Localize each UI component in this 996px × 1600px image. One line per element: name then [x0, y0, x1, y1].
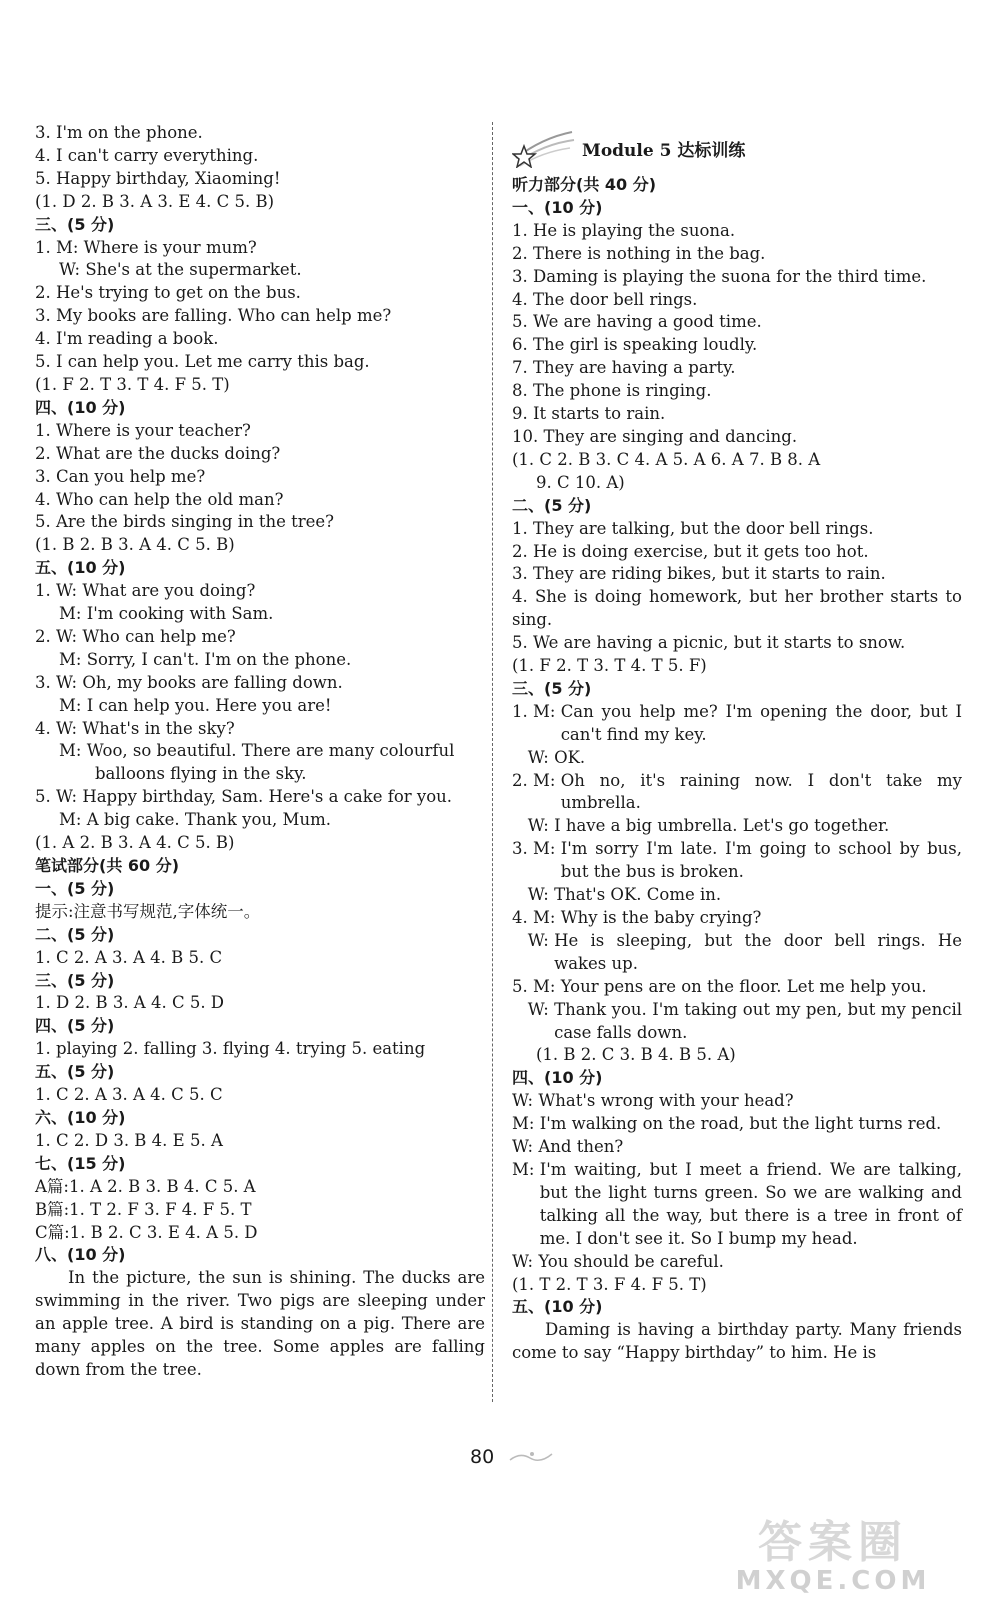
- watermark-chars: 答案圈: [758, 1517, 908, 1568]
- section-heading: 二、(5 分): [35, 924, 115, 944]
- answer-line: 6. The girl is speaking loudly.: [512, 335, 758, 355]
- answer-line: 3. W: Oh, my books are falling down.: [35, 672, 343, 692]
- answer-line: 1. They are talking, but the door bell rings.: [512, 518, 874, 538]
- answer-line: 1. M: Where is your mum?: [35, 237, 257, 257]
- shooting-star-icon: [512, 128, 576, 168]
- column-divider: [492, 122, 493, 1402]
- speaker-label: W:: [512, 885, 555, 905]
- answer-line: 10. They are singing and dancing.: [512, 426, 798, 446]
- dialogue-line: [512, 815, 962, 838]
- answer-line: 2. W: Who can help me?: [35, 626, 236, 646]
- dialogue-line: [512, 1090, 962, 1113]
- section-heading: 四、(10 分): [35, 397, 126, 417]
- speaker-label: W:: [512, 747, 555, 767]
- answer-line: 9. It starts to rain.: [512, 404, 666, 424]
- answer-line: 3. Can you help me?: [35, 466, 206, 486]
- answer-line: 5. Happy birthday, Xiaoming!: [35, 168, 281, 188]
- dialogue-text: Oh no, it's raining now. I don't take my umbrella.: [560, 770, 962, 813]
- answer-line: 3. Daming is playing the suona for the third time.: [512, 266, 927, 286]
- dialogue-text: He is sleeping, but the door bell rings. He wakes up.: [554, 930, 962, 973]
- right-column: [512, 122, 962, 1365]
- dialogue-text: You should be careful.: [538, 1251, 724, 1271]
- answer-line: 4. W: What's in the sky?: [35, 718, 235, 738]
- answer-line: (1. A 2. B 3. A 4. C 5. B): [35, 833, 235, 853]
- dialogue-text: I'm sorry I'm late. I'm going to school by bus, but the bus is broken.: [560, 839, 962, 882]
- section-heading: 二、(5 分): [512, 495, 592, 515]
- right-column-body: [512, 174, 962, 1365]
- answer-line: 2. He's trying to get on the bus.: [35, 283, 301, 303]
- dialogue-line: [512, 907, 962, 930]
- answer-line: M: I can help you. Here you are!: [59, 695, 332, 715]
- section-heading: 五、(10 分): [512, 1297, 603, 1317]
- answer-line: 3. I'm on the phone.: [35, 123, 203, 142]
- module-header: [512, 126, 962, 170]
- speaker-label: M:: [512, 1159, 540, 1179]
- answer-line: 5. We are having a picnic, but it starts to snow.: [512, 633, 906, 653]
- watermark-domain: MXQE.COM: [735, 1566, 931, 1596]
- answer-line: 4. Who can help the old man?: [35, 489, 284, 509]
- module-title: Module 5 达标训练: [582, 140, 746, 161]
- speaker-label: 4. M:: [512, 908, 561, 927]
- dialogue-line: [512, 838, 962, 884]
- answer-line: (1. B 2. C 3. B 4. B 5. A): [536, 1045, 736, 1065]
- answer-line: 3. They are riding bikes, but it starts to rain.: [512, 564, 886, 584]
- dialogue-line: [512, 1159, 962, 1251]
- dialogue-line: [512, 747, 962, 770]
- dialogue-text: Your pens are on the floor. Let me help you.: [560, 976, 927, 996]
- dialogue-text: Can you help me? I'm opening the door, but I can't find my key.: [560, 701, 962, 744]
- dialogue-text: I'm walking on the road, but the light turns red.: [539, 1114, 942, 1134]
- speaker-label: 1. M:: [512, 701, 561, 721]
- answer-line: 5. W: Happy birthday, Sam. Here's a cake for you.: [35, 787, 453, 807]
- dialogue-text: What's wrong with your head?: [538, 1091, 794, 1111]
- answer-line: (1. F 2. T 3. T 4. F 5. T): [35, 374, 230, 394]
- answer-line: 2. He is doing exercise, but it gets too hot.: [512, 541, 869, 561]
- answer-line: 2. There is nothing in the bag.: [512, 243, 766, 263]
- left-column: [35, 122, 485, 1382]
- section-heading: 八、(10 分): [35, 1245, 126, 1265]
- answer-line: 7. They are having a party.: [512, 358, 736, 378]
- dialogue-line: [512, 701, 962, 747]
- dialogue-text: Why is the baby crying?: [560, 908, 762, 927]
- answer-line: 5. I can help you. Let me carry this bag.: [35, 352, 370, 372]
- answer-line: balloons flying in the sky.: [95, 764, 307, 784]
- answer-line: (1. T 2. T 3. F 4. F 5. T): [512, 1274, 707, 1294]
- dialogue-line: [512, 999, 962, 1045]
- section-heading: 听力部分(共 40 分): [512, 175, 657, 194]
- answer-line: 1. C 2. A 3. A 4. B 5. C: [35, 947, 223, 967]
- answer-line: 3. My books are falling. Who can help me?: [35, 306, 392, 326]
- answer-line: (1. B 2. B 3. A 4. C 5. B): [35, 535, 235, 555]
- section-heading: 六、(10 分): [35, 1107, 126, 1127]
- answer-line: B篇:1. T 2. F 3. F 4. F 5. T: [35, 1199, 252, 1219]
- speaker-label: W:: [512, 1091, 539, 1111]
- dialogue-text: That's OK. Come in.: [554, 885, 722, 905]
- answer-line: M: I'm cooking with Sam.: [59, 604, 274, 624]
- speaker-label: 2. M:: [512, 770, 561, 790]
- page-number: 80: [470, 1446, 495, 1468]
- answer-line: (1. D 2. B 3. A 3. E 4. C 5. B): [35, 191, 275, 211]
- answer-line: 9. C 10. A): [536, 472, 625, 492]
- section-heading: 笔试部分(共 60 分): [35, 856, 180, 875]
- answer-line: 1. D 2. B 3. A 4. C 5. D: [35, 993, 225, 1013]
- dialogue-text: I'm waiting, but I meet a friend. We are talking, but the light turns green. So we are walking and talking all the way, but there is a tree in front of me. I don't see it. So I bump my head.: [539, 1159, 962, 1248]
- answer-line: M: A big cake. Thank you, Mum.: [59, 810, 331, 830]
- speaker-label: W:: [512, 999, 555, 1019]
- dialogue-line: [512, 1251, 962, 1274]
- speaker-label: 3. M:: [512, 839, 561, 859]
- answer-line: (1. F 2. T 3. T 4. T 5. F): [512, 656, 707, 676]
- answer-line: 2. What are the ducks doing?: [35, 443, 281, 463]
- section-heading: 七、(15 分): [35, 1153, 126, 1173]
- dialogue-text: And then?: [538, 1137, 624, 1157]
- speaker-label: W:: [512, 930, 555, 950]
- section-heading: 三、(5 分): [512, 678, 592, 698]
- section-heading: 五、(10 分): [35, 558, 126, 578]
- answer-line: M: Sorry, I can't. I'm on the phone.: [59, 649, 352, 669]
- section-heading: 四、(10 分): [512, 1068, 603, 1088]
- watermark: [698, 1506, 968, 1596]
- answer-line: 5. We are having a good time.: [512, 312, 762, 332]
- section-heading: 三、(5 分): [35, 214, 115, 234]
- answer-line: 1. He is playing the suona.: [512, 220, 736, 240]
- answer-line: 1. playing 2. falling 3. flying 4. trying 5. eating: [35, 1039, 426, 1059]
- answer-line: M: Woo, so beautiful. There are many colourful: [59, 741, 455, 761]
- section-heading: 四、(5 分): [35, 1016, 115, 1036]
- answer-line: W: She's at the supermarket.: [59, 260, 302, 280]
- answer-line: 1. C 2. A 3. A 4. C 5. C: [35, 1085, 223, 1105]
- answer-line: 8. The phone is ringing.: [512, 381, 712, 401]
- flourish-icon: [508, 1446, 556, 1466]
- answer-line: 5. Are the birds singing in the tree?: [35, 512, 335, 532]
- section-heading: 一、(10 分): [512, 197, 603, 217]
- answer-line: (1. C 2. B 3. C 4. A 5. A 6. A 7. B 8. A: [512, 449, 821, 469]
- answer-line: 1. C 2. D 3. B 4. E 5. A: [35, 1130, 223, 1150]
- paragraph: In the picture, the sun is shining. The ducks are swimming in the river. Two pigs are sleeping under an apple tree. A bird is standing on a pig. There are many apples on the tree. Some apples are falling down from the tree.: [35, 1268, 485, 1379]
- answer-line: 4. I'm reading a book.: [35, 329, 219, 349]
- dialogue-text: Thank you. I'm taking out my pen, but my pencil case falls down.: [554, 999, 962, 1042]
- speaker-label: W:: [512, 816, 555, 836]
- dialogue-line: [512, 770, 962, 816]
- dialogue-line: [512, 976, 962, 999]
- section-heading: 一、(5 分): [35, 878, 115, 898]
- answer-line: 提示:注意书写规范,字体统一。: [35, 901, 261, 921]
- speaker-label: W:: [512, 1137, 539, 1157]
- section-heading: 五、(5 分): [35, 1062, 115, 1082]
- dialogue-text: I have a big umbrella. Let's go together.: [554, 816, 890, 836]
- answer-line: 4. She is doing homework, but her brother starts to sing.: [512, 587, 962, 630]
- dialogue-line: [512, 1136, 962, 1159]
- speaker-label: 5. M:: [512, 976, 561, 996]
- answer-line: 4. The door bell rings.: [512, 289, 698, 309]
- answer-line: A篇:1. A 2. B 3. B 4. C 5. A: [35, 1176, 256, 1196]
- paragraph: Daming is having a birthday party. Many friends come to say “Happy birthday” to him. He is: [512, 1320, 962, 1363]
- dialogue-line: [512, 884, 962, 907]
- answer-line: 4. I can't carry everything.: [35, 145, 259, 165]
- answer-line: C篇:1. B 2. C 3. E 4. A 5. D: [35, 1222, 258, 1242]
- dialogue-text: OK.: [554, 747, 586, 767]
- answer-line: 1. W: What are you doing?: [35, 581, 256, 601]
- speaker-label: M:: [512, 1114, 540, 1134]
- section-heading: 三、(5 分): [35, 970, 115, 990]
- dialogue-line: [512, 1113, 962, 1136]
- answer-line: 1. Where is your teacher?: [35, 420, 251, 440]
- dialogue-line: [512, 930, 962, 976]
- speaker-label: W:: [512, 1251, 539, 1271]
